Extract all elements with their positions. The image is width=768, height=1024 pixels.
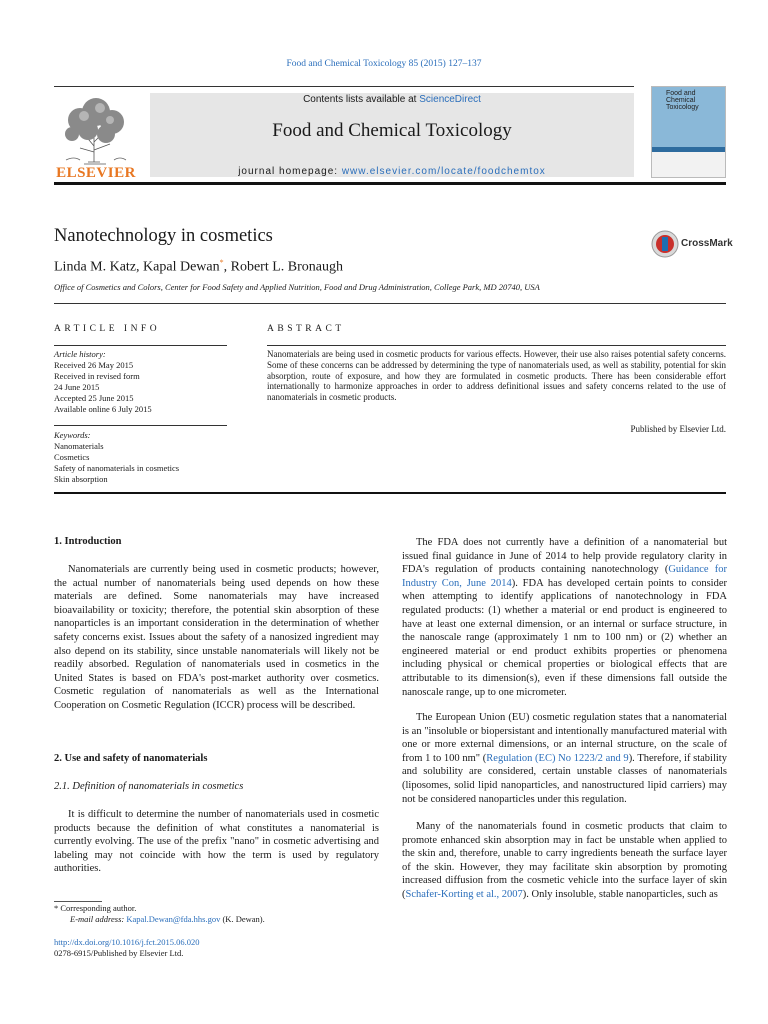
email-suffix: (K. Dewan). bbox=[220, 914, 265, 924]
authors-last: , Robert L. Bronaugh bbox=[223, 259, 343, 275]
journal-homepage-line bbox=[150, 166, 634, 177]
article-info-rule bbox=[54, 345, 227, 346]
paragraph bbox=[402, 711, 727, 806]
issn-line: 0278-6915/Published by Elsevier Ltd. bbox=[54, 948, 184, 958]
doi-block bbox=[54, 937, 200, 959]
paragraph bbox=[402, 820, 727, 902]
keywords bbox=[54, 430, 227, 485]
journal-homepage-link[interactable]: www.elsevier.com/locate/foodchemtox bbox=[341, 166, 546, 177]
definition-paragraph bbox=[54, 808, 379, 876]
cover-bar bbox=[652, 147, 725, 152]
text-run: ). Only insoluble, stable nanoparticles, such as bbox=[522, 888, 718, 900]
author-affiliation: Office of Cosmetics and Colors, Center for Food Safety and Applied Nutrition, Food and Drug Administration, College Park, MD 20740, USA bbox=[54, 282, 540, 292]
abstract-publisher: Published by Elsevier Ltd. bbox=[630, 424, 726, 434]
journal-cover-thumbnail bbox=[651, 86, 726, 178]
contents-line bbox=[150, 94, 634, 105]
footnotes bbox=[54, 903, 265, 925]
doi-link[interactable]: http://dx.doi.org/10.1016/j.fct.2015.06.020 bbox=[54, 937, 200, 947]
text-run: The European Union (EU) cosmetic regulation states that a nanomaterial is an "insoluble or biopersistant and intentionally manufactured material with one or more external dimensions, or an internal structure, on the scale of from 1 to 100 nm" ( bbox=[402, 712, 727, 764]
header-divider bbox=[54, 303, 726, 304]
subsection-heading-definition: 2.1. Definition of nanomaterials in cosmetics bbox=[54, 781, 244, 792]
section-heading-use-and-safety: 2. Use and safety of nanomaterials bbox=[54, 753, 208, 764]
abstract-text: Nanomaterials are being used in cosmetic products for various effects. However, their use also raises potential safety concerns. Some of these concerns can be addressed by determining the type of nanomaterials used, as well as stability, potential for skin absorption, route of exposure, and how they are formulated in cosmetic products. There has been considerable effort internationally to harmonize approaches in order to address definitional issues and safety concerns related to the use of nanomaterials in cosmetic products. bbox=[267, 349, 726, 403]
email-label: E-mail address: bbox=[70, 914, 127, 924]
corresponding-author-mark[interactable]: * bbox=[219, 258, 224, 267]
eu-regulation-paragraph bbox=[402, 711, 727, 806]
skin-absorption-paragraph bbox=[402, 820, 727, 902]
history-item: Accepted 25 June 2015 bbox=[54, 393, 134, 403]
contents-prefix: Contents lists available at bbox=[303, 94, 420, 105]
paragraph: It is difficult to determine the number of nanomaterials used in cosmetic products because the definition of what constitutes a nanomaterial is currently evolving. The use of the prefix "nano" in cosmetic advertising and labeling may not coincide with how the term is used by regulatory authorities. bbox=[54, 809, 379, 875]
citation-link-guidance[interactable]: Guidance for Industry Con, June 2014 bbox=[402, 564, 727, 589]
abstract-heading: ABSTRACT bbox=[267, 324, 345, 334]
keyword-item: Nanomaterials bbox=[54, 441, 104, 451]
front-matter-divider bbox=[54, 492, 726, 494]
text-run: Many of the nanomaterials found in cosmetic products that claim to promote enhanced skin absorption may in fact be unstable when applied to the skin and, therefore, unable to carry ingredients beneath the surface layer of the skin. However, they may facilitate skin absorption by promoting increased diffusion from the cosmetic vehicle into the surface layer of skin ( bbox=[402, 821, 727, 900]
elsevier-wordmark: ELSEVIER bbox=[56, 165, 136, 181]
text-run: ). Therefore, if stability and solubility are considered, certain unstable classes of nanomaterials (liposomes, solid lipid nanoparticles, and nanostructured lipid carriers) may not be considered nanoparticles under this regulation. bbox=[402, 752, 727, 805]
keyword-item: Cosmetics bbox=[54, 452, 90, 462]
article-history bbox=[54, 349, 227, 415]
cover-title: Food and Chemical Toxicology bbox=[666, 90, 699, 111]
footnote-rule bbox=[54, 901, 102, 902]
history-item: Available online 6 July 2015 bbox=[54, 404, 152, 414]
history-label: Article history: bbox=[54, 349, 106, 359]
history-item: 24 June 2015 bbox=[54, 382, 100, 392]
masthead-bottom-rule bbox=[54, 182, 726, 185]
introduction-paragraph bbox=[54, 563, 379, 713]
journal-title: Food and Chemical Toxicology bbox=[272, 120, 512, 141]
masthead-top-rule bbox=[54, 86, 634, 87]
keyword-item: Skin absorption bbox=[54, 474, 108, 484]
crossmark-label: CrossMark bbox=[681, 238, 733, 249]
article-title: Nanotechnology in cosmetics bbox=[54, 226, 273, 246]
crossmark-icon bbox=[651, 229, 679, 259]
email-note bbox=[54, 914, 265, 925]
author-email-link[interactable]: Kapal.Dewan@fda.hhs.gov bbox=[126, 914, 221, 924]
paragraph bbox=[402, 536, 727, 699]
keywords-rule bbox=[54, 425, 227, 426]
text-run: ). FDA has developed certain points to consider when attempting to identify applications of nanotechnology in FDA regulated products: (1) whether a material or end product is engineered to have at least one external dimension, or an internal or surface structure, in the nanoscale range (approximately 1 nm to 100 nm) or (2) whether an engineered material or end product exhibits properties or phenomena including physical or chemical properties or biological effects that are attributable to its dimension(s), even if these dimensions fall outside the nanoscale range, up to one micrometer. bbox=[402, 577, 727, 698]
homepage-prefix: journal homepage: bbox=[238, 166, 342, 177]
sciencedirect-link[interactable]: ScienceDirect bbox=[419, 94, 481, 105]
author-list bbox=[54, 258, 343, 276]
keyword-item: Safety of nanomaterials in cosmetics bbox=[54, 463, 180, 473]
text-run: The FDA does not currently have a definition of a nanomaterial but issued final guidance in June of 2014 to help provide regulatory clarity in FDA's regulation of products containing nanotechnology ( bbox=[402, 537, 727, 576]
article-info-heading: ARTICLE INFO bbox=[54, 324, 161, 334]
history-item: Received 26 May 2015 bbox=[54, 360, 134, 370]
history-item: Received in revised form bbox=[54, 371, 140, 381]
journal-reference[interactable]: Food and Chemical Toxicology 85 (2015) 127–137 bbox=[286, 59, 482, 69]
paragraph: Nanomaterials are currently being used in cosmetic products; however, the actual number of nanomaterials being used depends on how these materials are defined. Some nanomaterials may have increased bioavailability or toxicity; therefore, the potential skin absorption of these nanoparticles is an important consideration in the determination of whether safety concerns exist. Issues about the safety of a nanosized ingredient may also depend on its stability, since unstable nanomaterials will likely not be readily absorbed. Regulation of nanomaterials used in cosmetics in the United States is based on FDA's post-market authority over cosmetics. Cosmetic regulation of nanomaterials as well as the International Cooperation on Cosmetic Regulation (ICCR) process will be described. bbox=[54, 564, 379, 711]
abstract-rule bbox=[267, 345, 726, 346]
citation-link-schafer-korting[interactable]: Schafer-Korting et al., 2007 bbox=[405, 888, 523, 900]
keywords-label: Keywords: bbox=[54, 430, 91, 440]
fda-definition-paragraph bbox=[402, 536, 727, 699]
corresponding-author-note: * Corresponding author. bbox=[54, 903, 137, 913]
crossmark-badge[interactable] bbox=[651, 229, 731, 259]
authors-first: Linda M. Katz, Kapal Dewan bbox=[54, 259, 220, 275]
citation-link-regulation[interactable]: Regulation (EC) No 1223/2 and 9 bbox=[486, 752, 629, 764]
section-heading-introduction: 1. Introduction bbox=[54, 536, 122, 547]
